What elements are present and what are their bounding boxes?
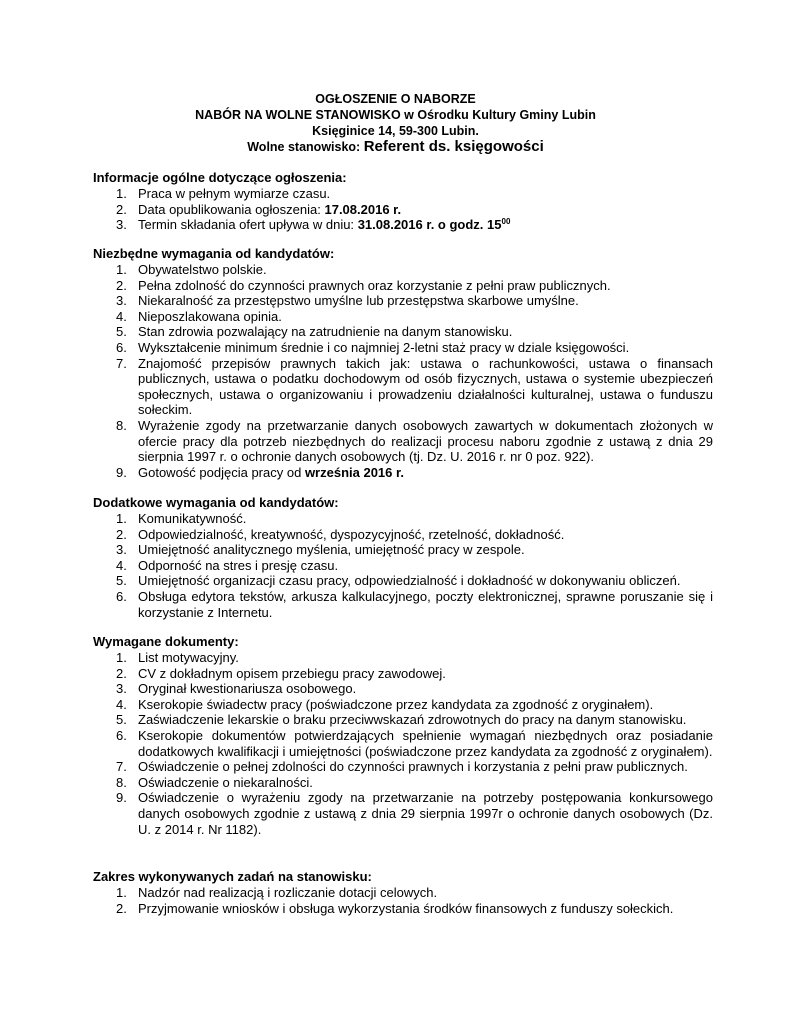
list-item: 2. Odpowiedzialność, kreatywność, dyspozycyjność, rzetelność, dokładność.: [116, 526, 565, 542]
documents-list: [93, 650, 713, 837]
header-address: Księginice 14, 59-300 Lubin.: [312, 124, 479, 138]
required-list: [93, 262, 713, 480]
list-item: 3. Umiejętność analitycznego myślenia, umiejętność pracy w zespole.: [116, 542, 525, 558]
list-item: 8. Oświadczenie o niekaralności.: [116, 774, 313, 790]
tasks-list: [93, 885, 713, 916]
list-item: 4. Odporność na stres i presję czasu.: [116, 557, 339, 573]
section-title: Zakres wykonywanych zadań na stanowisku:: [93, 869, 372, 884]
list-item: 5. Zaświadczenie lekarskie o braku przeciwwskazań zdrowotnych do pracy na danym stanowisku.: [116, 712, 687, 728]
list-item: 5. Umiejętność organizacji czasu pracy, odpowiedzialność i dokładność w dokonywaniu obliczeń.: [116, 573, 681, 589]
list-item: 2. Data opublikowania ogłoszenia: 17.08.2016 r.: [116, 201, 402, 217]
list-item: 1. Komunikatywność.: [116, 511, 247, 526]
position-value: Referent ds. księgowości: [363, 138, 544, 155]
section-additional: [93, 495, 713, 620]
list-item: 3. Niekaralność za przestępstwo umyślne lub przestępstwa skarbowe umyślne.: [116, 293, 579, 309]
announcement-header: [0, 91, 791, 155]
header-subtitle: NABÓR NA WOLNE STANOWISKO w Ośrodku Kultury Gminy Lubin: [195, 108, 596, 122]
list-item: 6. Kserokopie dokumentów potwierdzających spełnienie wymagań niezbędnych oraz posiadanie dodatkowych kwalifikacji i umiejętności (poświadczone przez kandydata za zgodność z oryginałem).: [116, 727, 713, 759]
header-title: OGŁOSZENIE O NABORZE: [315, 92, 476, 106]
list-item: 4. Nieposzlakowana opinia.: [116, 308, 282, 324]
list-item: 2. Przyjmowanie wniosków i obsługa wykorzystania środków finansowych z funduszy sołeckich.: [116, 900, 674, 916]
info-list: [93, 186, 713, 233]
list-item: 9. Gotowość podjęcia pracy od września 2016 r.: [116, 464, 404, 480]
list-item: 2. CV z dokładnym opisem przebiegu pracy zawodowej.: [116, 665, 446, 681]
list-item: 1. Praca w pełnym wymiarze czasu.: [116, 186, 331, 201]
list-item: 3. Termin składania ofert upływa w dniu: 31.08.2016 r. o godz. $15^{00}$: [116, 217, 511, 233]
header-position: [0, 139, 791, 155]
list-item: 9. Oświadczenie o wyrażeniu zgody na przetwarzanie na potrzeby postępowania konkursowego danych osobowych zgodnie z ustawą z dnia 29 sierpnia 1997r o ochronie danych osobowych (Dz. U. z 2014 r. Nr 1182).: [116, 790, 713, 837]
list-item: 7. Oświadczenie o pełnej zdolności do czynności prawnych i korzystania z pełni praw publicznych.: [116, 759, 688, 775]
list-item: 6. Obsługa edytora tekstów, arkusza kalkulacyjnego, poczty elektronicznej, sprawne poruszanie się i korzystanie z Internetu.: [116, 588, 713, 620]
additional-list: [93, 511, 713, 620]
list-item: 7. Znajomość przepisów prawnych takich jak: ustawa o rachunkowości, ustawa o finansach publicznych, ustawa o podatku dochodowym od osób fizycznych, ustawa o systemie ubezpieczeń społecznych, ustawa o organizowaniu i prowadzeniu działalności kulturalnej, ustawa o funduszu sołeckim.: [116, 355, 713, 418]
section-documents: [93, 634, 713, 837]
list-item: 3. Oryginał kwestionariusza osobowego.: [116, 681, 357, 697]
list-item: 1. List motywacyjny.: [116, 650, 239, 665]
section-tasks: [93, 869, 713, 916]
section-info: [93, 170, 713, 233]
list-item: 6. Wykształcenie minimum średnie i co najmniej 2-letni staż pracy w dziale księgowości.: [116, 339, 630, 355]
list-item: 5. Stan zdrowia pozwalający na zatrudnienie na danym stanowisku.: [116, 324, 513, 340]
section-title: Dodatkowe wymagania od kandydatów:: [93, 495, 339, 510]
section-required: [93, 246, 713, 480]
section-title: Informacje ogólne dotyczące ogłoszenia:: [93, 170, 347, 185]
list-item: 1. Obywatelstwo polskie.: [116, 262, 267, 277]
list-item: 4. Kserokopie świadectw pracy (poświadczone przez kandydata za zgodność z oryginałem).: [116, 696, 654, 712]
list-item: 2. Pełna zdolność do czynności prawnych oraz korzystanie z pełni praw publicznych.: [116, 277, 611, 293]
section-title: Niezbędne wymagania od kandydatów:: [93, 246, 335, 261]
list-item: 1. Nadzór nad realizacją i rozliczanie dotacji celowych.: [116, 885, 438, 900]
section-title: Wymagane dokumenty:: [93, 634, 239, 649]
list-item: 8. Wyrażenie zgody na przetwarzanie danych osobowych zawartych w dokumentach złożonych w ofercie pracy dla potrzeb niezbędnych do realizacji procesu naboru zgodnie z ustawą z dnia 29 sierpnia 1997 r. o ochronie danych osobowych (tj. Dz. U. 2016 r. nr 0 poz. 922).: [116, 417, 713, 465]
position-label: Wolne stanowisko:: [247, 140, 361, 154]
